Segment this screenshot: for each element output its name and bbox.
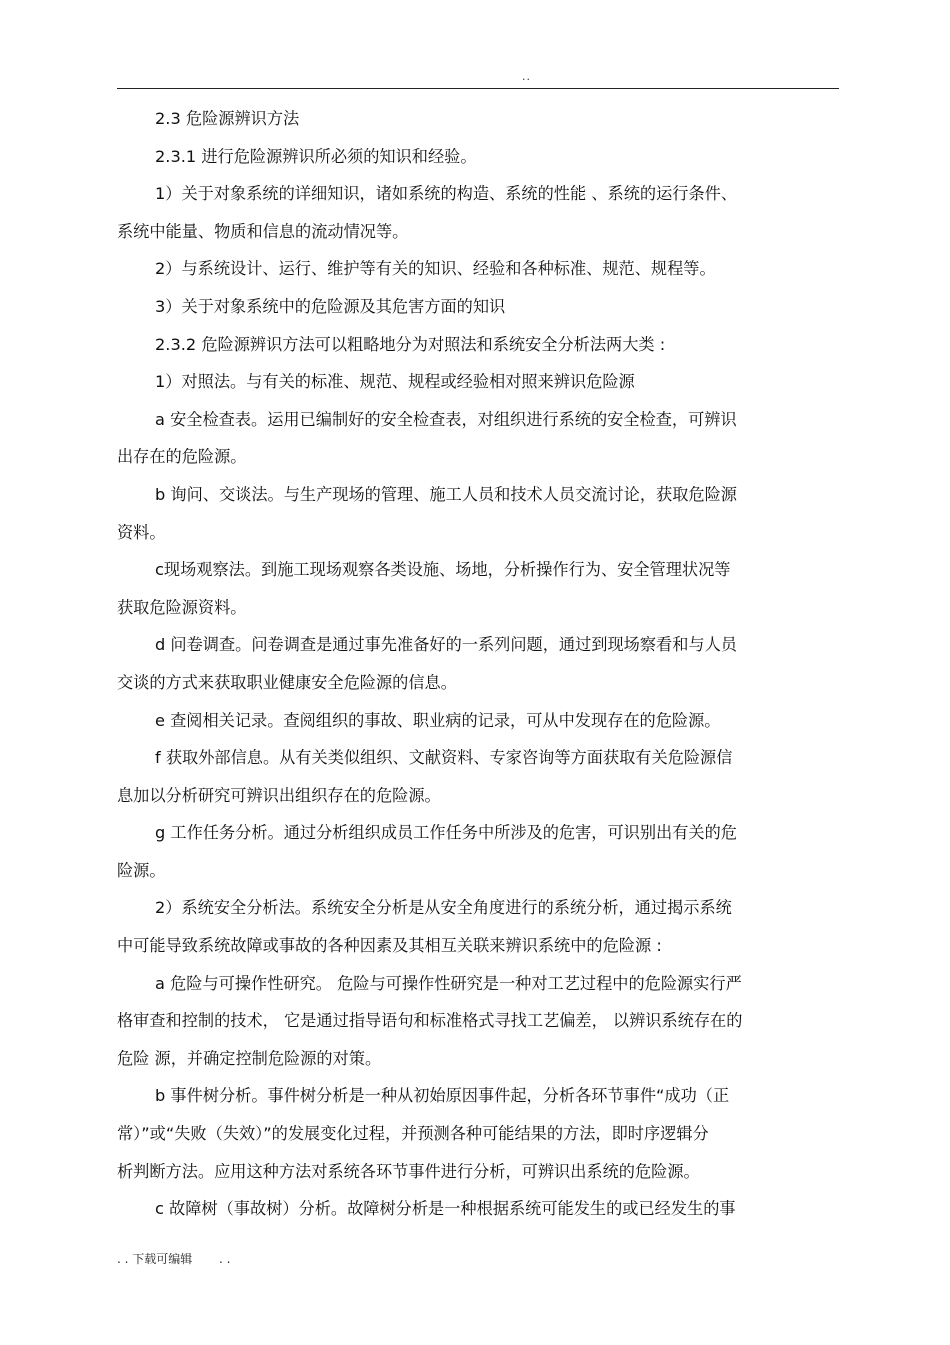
header-dots: .. xyxy=(522,70,531,83)
text-line: 格审查和控制的技术， 它是通过指导语句和标准格式寻找工艺偏差， 以辨识系统存在的 xyxy=(117,1011,743,1031)
text-line: 交谈的方式来获取职业健康安全危险源的信息。 xyxy=(117,672,457,692)
text-line: 系统中能量、物质和信息的流动情况等。 xyxy=(117,221,409,241)
text-line: b 询问、交谈法。与生产现场的管理、施工人员和技术人员交流讨论，获取危险源 xyxy=(155,484,737,504)
text-line: 2.3.1 进行危险源辨识所必须的知识和经验。 xyxy=(155,146,477,166)
text-line: 3）关于对象系统中的危险源及其危害方面的知识 xyxy=(155,296,506,316)
footer-text: . . 下载可编辑 . . xyxy=(117,1252,231,1266)
text-line: 险源。 xyxy=(117,860,166,880)
text-line: 析判断方法。应用这种方法对系统各环节事件进行分析，可辨识出系统的危险源。 xyxy=(117,1161,700,1181)
text-line: 1）关于对象系统的详细知识，诸如系统的构造、系统的性能 、系统的运行条件、 xyxy=(155,184,738,204)
text-line: d 问卷调查。问卷调查是通过事先准备好的一系列问题，通过到现场察看和与人员 xyxy=(155,635,737,655)
text-line: c现场观察法。到施工现场观察各类设施、场地，分析操作行为、安全管理状况等 xyxy=(155,560,731,580)
text-line: a 安全检查表。运用已编制好的安全检查表，对组织进行系统的安全检查，可辨识 xyxy=(155,409,737,429)
text-line: 常）”或“失败（失效）”的发展变化过程，并预测各种可能结果的方法，即时序逻辑分 xyxy=(117,1124,709,1144)
text-line: b 事件树分析。事件树分析是一种从初始原因事件起，分析各环节事件“成功（正 xyxy=(155,1086,730,1106)
text-line: 获取危险源资料。 xyxy=(117,597,247,617)
text-line: 2）与系统设计、运行、维护等有关的知识、经验和各种标准、规范、规程等。 xyxy=(155,259,716,279)
text-line: 出存在的危险源。 xyxy=(117,447,247,467)
text-line: 息加以分析研究可辨识出组织存在的危险源。 xyxy=(117,785,441,805)
text-line: a 危险与可操作性研究。 危险与可操作性研究是一种对工艺过程中的危险源实行严 xyxy=(155,973,742,993)
text-line: 资料。 xyxy=(117,522,166,542)
text-line: g 工作任务分析。通过分析组织成员工作任务中所涉及的危害，可识别出有关的危 xyxy=(155,823,737,843)
text-line: 2）系统安全分析法。系统安全分析是从安全角度进行的系统分析，通过揭示系统 xyxy=(155,898,732,918)
text-line: 2.3 危险源辨识方法 xyxy=(155,109,300,128)
document-body xyxy=(117,100,839,1228)
text-line: c 故障树（事故树）分析。故障树分析是一种根据系统可能发生的或已经发生的事 xyxy=(155,1199,736,1219)
text-line: 1）对照法。与有关的标准、规范、规程或经验相对照来辨识危险源 xyxy=(155,372,635,392)
text-line: 危险 源，并确定控制危险源的对策。 xyxy=(117,1048,382,1068)
text-line: 中可能导致系统故障或事故的各种因素及其相互关联来辨识系统中的危险源 : xyxy=(117,936,662,956)
header-rule xyxy=(117,88,839,89)
text-line: 2.3.2 危险源辨识方法可以粗略地分为对照法和系统安全分析法两大类 : xyxy=(155,334,666,354)
text-line: e 查阅相关记录。查阅组织的事故、职业病的记录，可从中发现存在的危险源。 xyxy=(155,710,721,730)
text-line: f 获取外部信息。从有关类似组织、文献资料、专家咨询等方面获取有关危险源信 xyxy=(155,748,733,768)
